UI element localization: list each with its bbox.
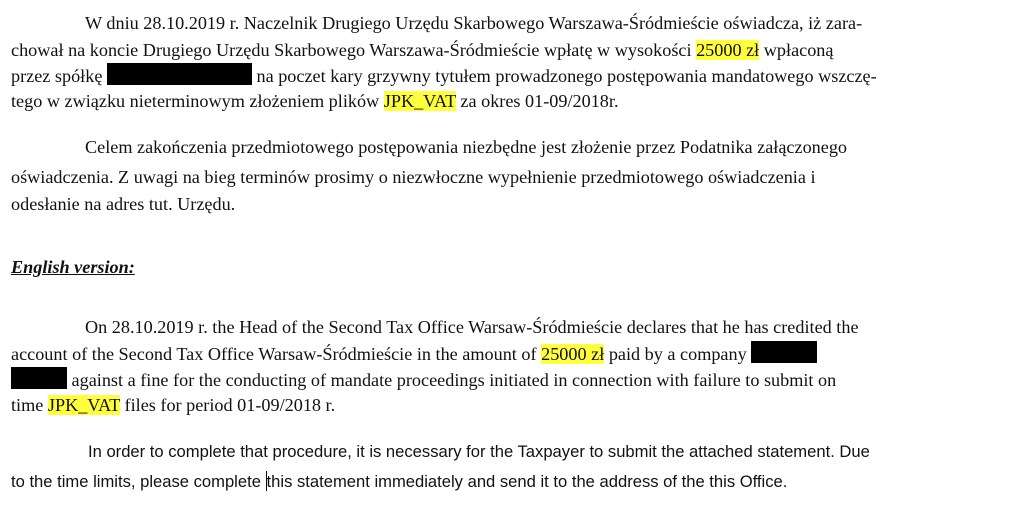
en-p1-line4 [11, 393, 335, 417]
pl-p1-line4-end: za okres 01-09/2018r. [455, 91, 619, 111]
en-p2-line1: In order to complete that procedure, it is necessary for the Taxpayer to submit the attached statement. Due [88, 442, 870, 461]
en-file-highlight: JPK_VAT [47, 395, 120, 415]
pl-p2-line3: odesłanie na adres tut. Urzędu. [11, 194, 236, 214]
company-name-redaction-en-1 [751, 341, 817, 363]
pl-p1-line4 [11, 89, 619, 113]
pl-p1-line1: W dniu 28.10.2019 r. Naczelnik Drugiego Urzędu Skarbowego Warszawa-Śródmieście oświadcza, iż zara- [85, 13, 863, 33]
pl-p2-line2: oświadczenia. Z uwagi na bieg terminów prosimy o niezwłoczne wypełnienie przedmiotowego oświadczenia i [11, 167, 816, 187]
english-version-heading: English version: [11, 257, 135, 277]
en-p2-line2 [11, 470, 787, 494]
en-amount-highlight: 25000 zł [541, 344, 605, 364]
pl-p1-line2 [11, 38, 833, 62]
pl-p2-line1: Celem zakończenia przedmiotowego postępowania niezbędne jest złożenie przez Podatnika załączonego [85, 137, 848, 157]
pl-p1-line3-end: na poczet kary grzywny tytułem prowadzonego postępowania mandatowego wszczę- [251, 66, 877, 86]
en-p1-line1: On 28.10.2019 r. the Head of the Second Tax Office Warsaw-Śródmieście declares that he has credited the [85, 317, 859, 337]
pl-p1-line2-end: wpłaconą [759, 40, 834, 60]
en-p1-line4-end: files for period 01-09/2018 r. [119, 395, 336, 415]
company-name-redaction-en-2 [11, 367, 67, 389]
pl-p1-line2-text: chował na koncie Drugiego Urzędu Skarbowego Warszawa-Śródmieście wpłatę w wysokości [11, 40, 697, 60]
en-p1-line2-text: account of the Second Tax Office Warsaw-Śródmieście in the amount of [11, 344, 542, 364]
en-p1-line2-mid: paid by a company [604, 344, 752, 364]
pl-p1-line3 [11, 63, 877, 88]
pl-p1-line4-start: tego w związku nieterminowym złożeniem plików [11, 91, 384, 111]
pl-file-highlight: JPK_VAT [383, 91, 456, 111]
en-p1-line3 [11, 367, 836, 392]
pl-amount-highlight: 25000 zł [696, 40, 760, 60]
en-p1-line4-start: time [11, 395, 48, 415]
en-p2-line2-start: to the time limits, please complete [11, 472, 266, 491]
en-p2-line2-end: this statement immediately and send it to the address of the this Office. [266, 472, 788, 491]
en-p1-line3-text: against a fine for the conducting of mandate proceedings initiated in connection with failure to submit on [67, 370, 837, 390]
pl-p1-line3-start: przez spółkę [11, 66, 107, 86]
en-p1-line2 [11, 341, 817, 366]
company-name-redaction [107, 63, 252, 85]
